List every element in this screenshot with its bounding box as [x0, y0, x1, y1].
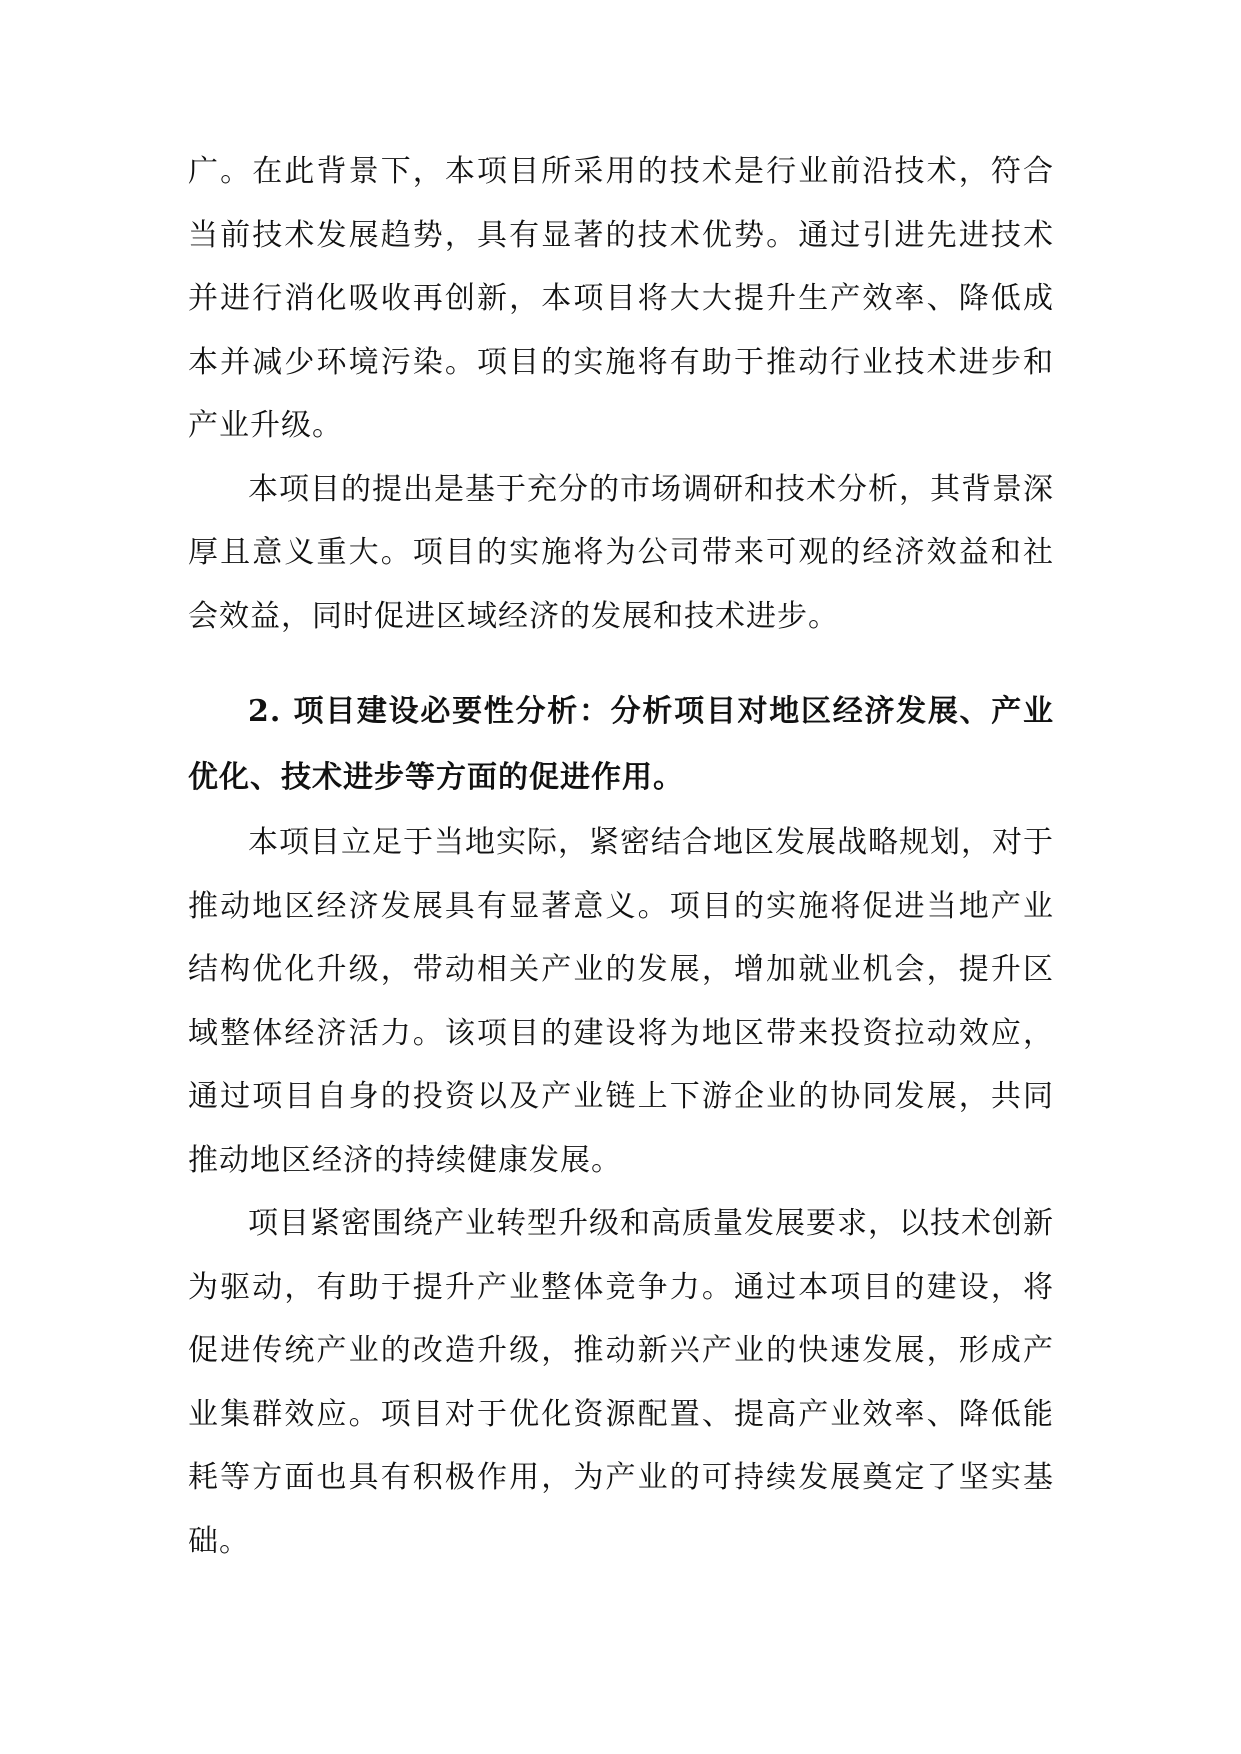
paragraph-background-summary: 本项目的提出是基于充分的市场调研和技术分析，其背景深厚且意义重大。项目的实施将为公司带来可观的经济效益和社会效益，同时促进区域经济的发展和技术进步。: [188, 471, 1054, 634]
paragraph-continuation: 广。在此背景下，本项目所采用的技术是行业前沿技术，符合当前技术发展趋势，具有显著的技术优势。通过引进先进技术并进行消化吸收再创新，本项目将大大提升生产效率、降低成本并减少环境污染。项目的实施将有助于推动行业技术进步和产业升级。: [188, 154, 1054, 443]
section-heading: 2. 项目建设必要性分析：分析项目对地区经济发展、产业优化、技术进步等方面的促进作用。: [188, 694, 1054, 795]
document-body: [188, 140, 1054, 1573]
paragraph-regional-economy: 本项目立足于当地实际，紧密结合地区发展战略规划，对于推动地区经济发展具有显著意义。项目的实施将促进当地产业结构优化升级，带动相关产业的发展，增加就业机会，提升区域整体经济活力。该项目的建设将为地区带来投资拉动效应，通过项目自身的投资以及产业链上下游企业的协同发展，共同推动地区经济的持续健康发展。: [188, 825, 1054, 1178]
paragraph-industry-upgrade: 项目紧密围绕产业转型升级和高质量发展要求，以技术创新为驱动，有助于提升产业整体竞争力。通过本项目的建设，将促进传统产业的改造升级，推动新兴产业的快速发展，形成产业集群效应。项目对于优化资源配置、提高产业效率、降低能耗等方面也具有积极作用，为产业的可持续发展奠定了坚实基础。: [188, 1206, 1054, 1559]
spacer: [188, 648, 1054, 679]
